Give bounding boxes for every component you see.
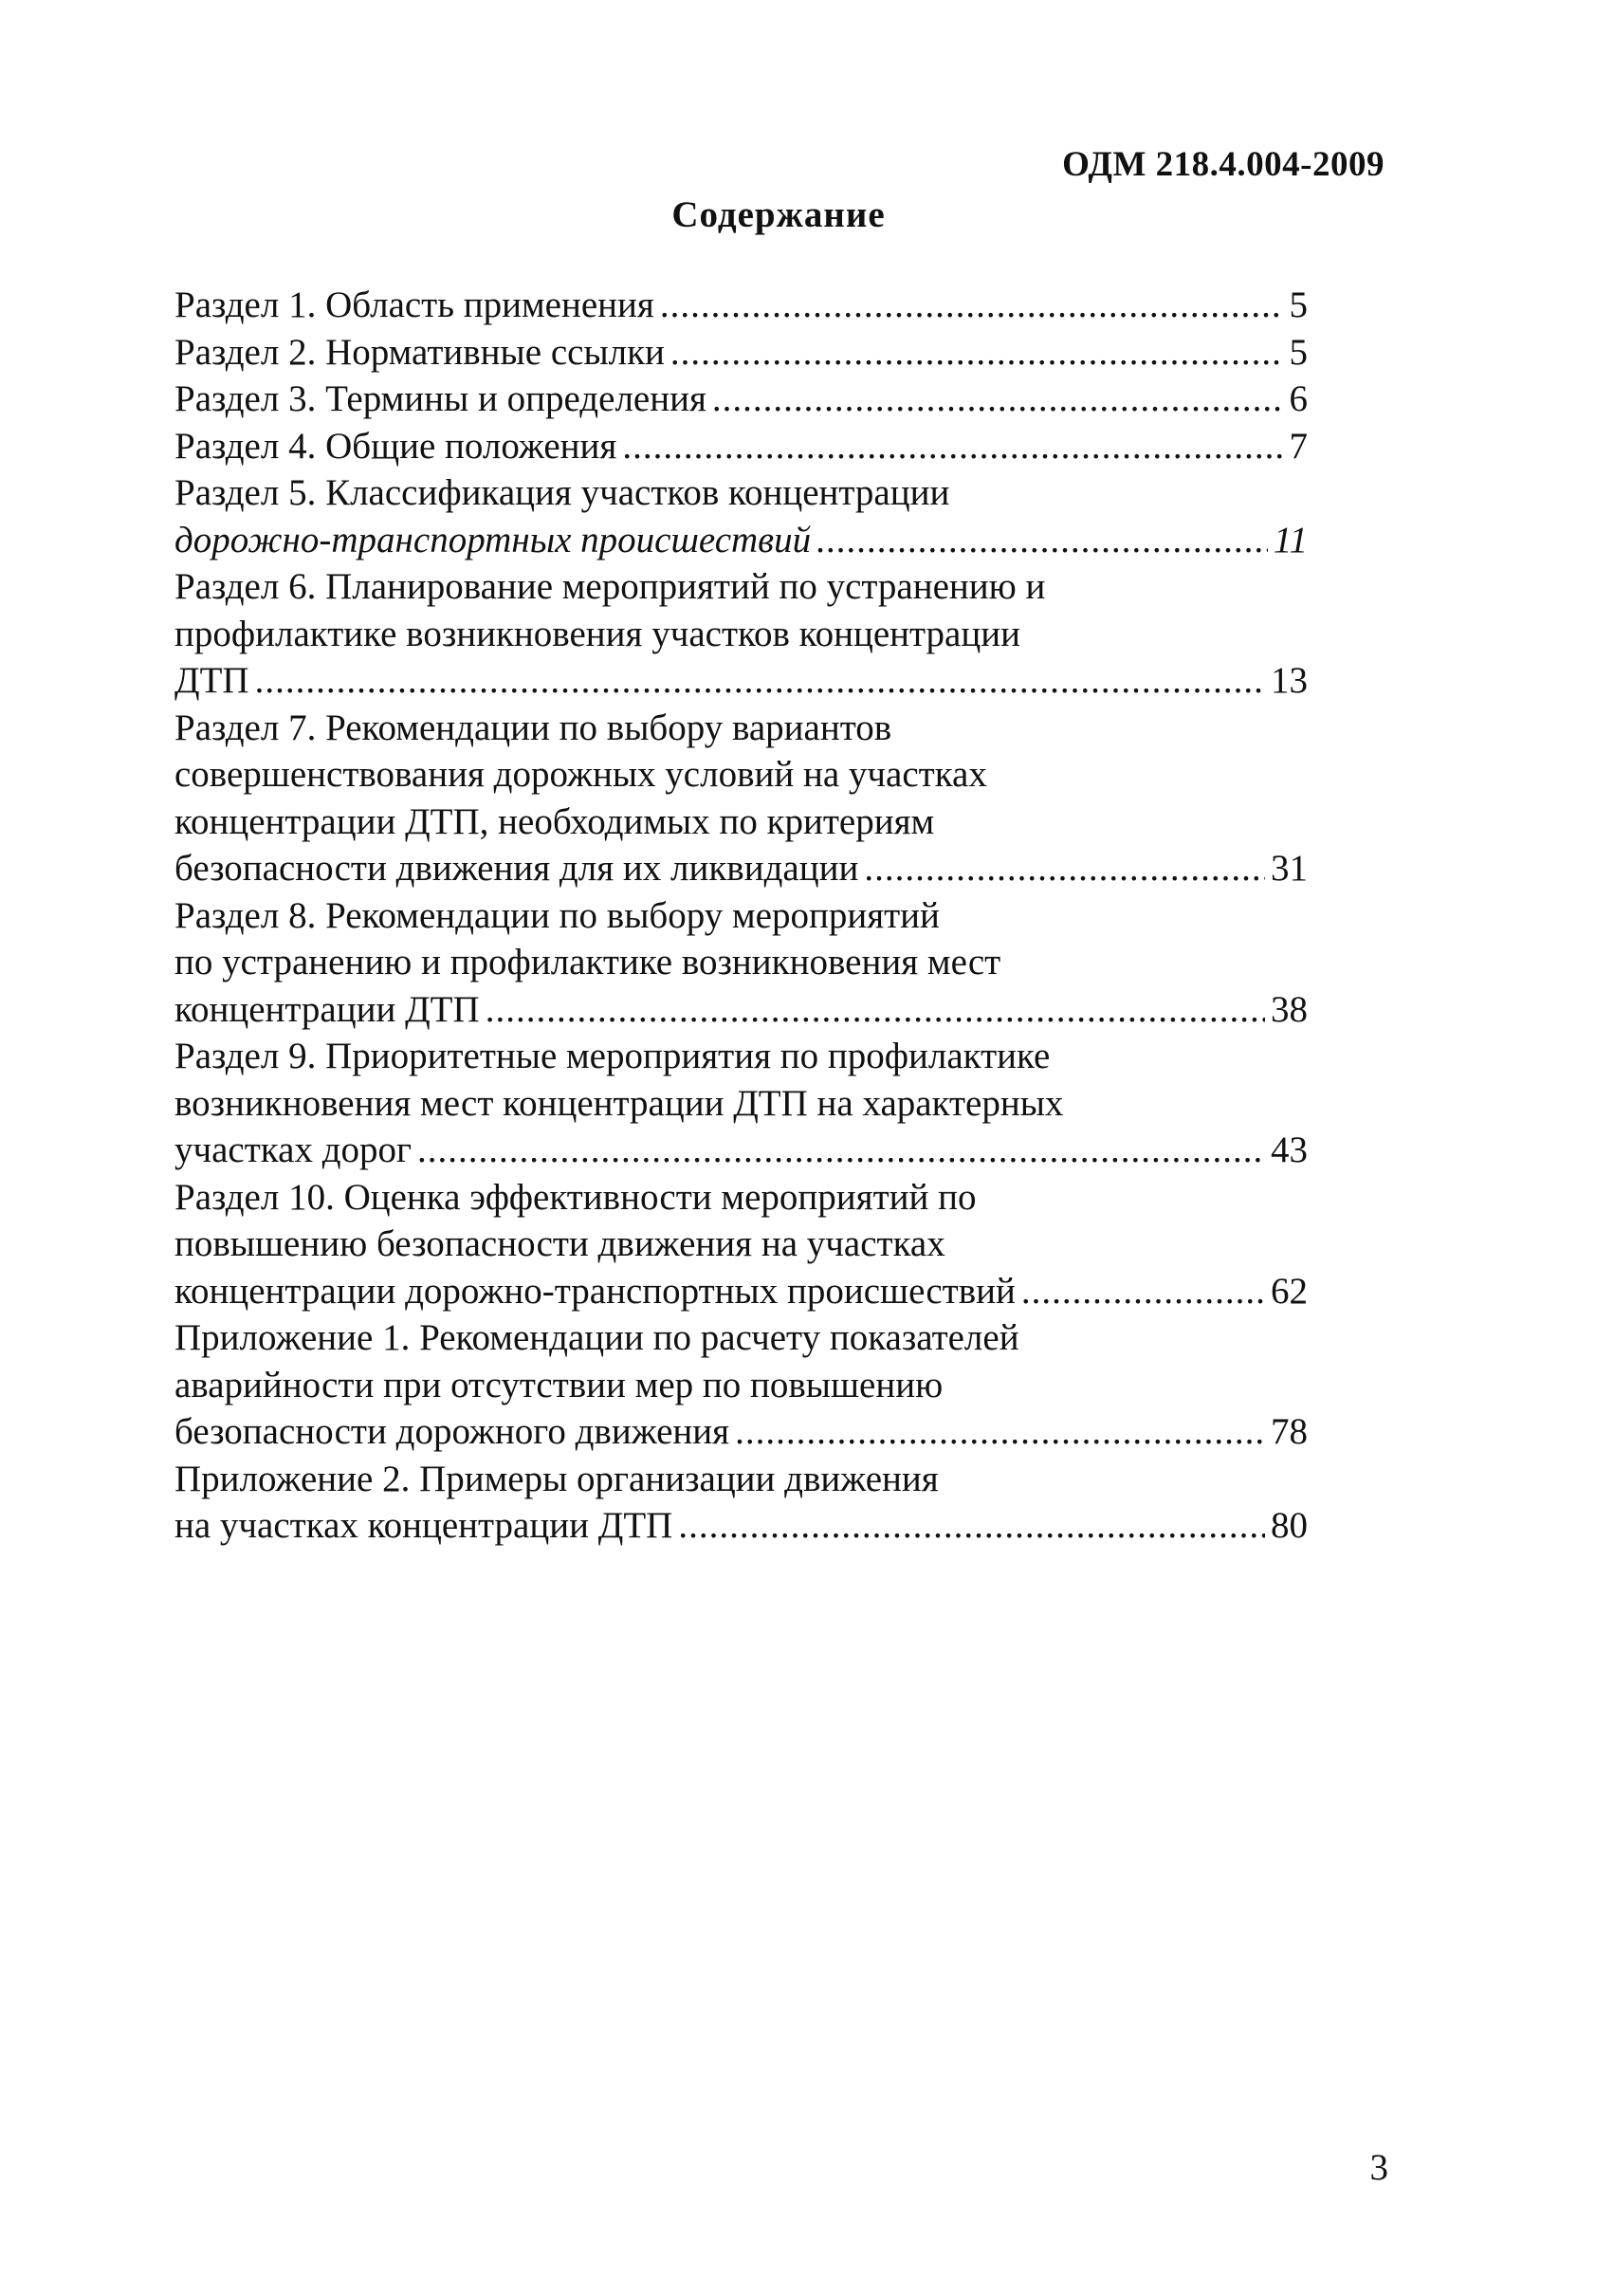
toc-entry-last-line bbox=[174, 423, 1308, 470]
toc-entry-last-line bbox=[174, 517, 1308, 564]
toc-entry-line: дорожно-транспортных происшествий bbox=[174, 519, 812, 560]
toc-entry-line: Раздел 2. Нормативные ссылки bbox=[174, 331, 665, 373]
toc-entry-last-line bbox=[174, 1268, 1308, 1315]
dot-leader bbox=[678, 1502, 1265, 1550]
toc-entry-line: концентрации ДТП, необходимых по критериям bbox=[174, 800, 935, 842]
toc-entry-line: участках дорог bbox=[174, 1130, 413, 1170]
dot-leader bbox=[486, 986, 1265, 1034]
toc-title: Содержание bbox=[671, 194, 886, 235]
toc-entry-line: безопасности движения для их ликвидации bbox=[174, 848, 859, 889]
toc-entry-line: по устранению и профилактике возникновения мест bbox=[174, 942, 1001, 983]
toc-entry-last-line bbox=[174, 1127, 1308, 1174]
toc-entry-page: 78 bbox=[1271, 1411, 1308, 1452]
toc-entry-line: Раздел 10. Оценка эффективности мероприятий по bbox=[174, 1176, 977, 1218]
toc-entry-line: Приложение 2. Примеры организации движения bbox=[174, 1458, 939, 1499]
toc-entry-page: 5 bbox=[1289, 285, 1308, 325]
toc-entry-page: 5 bbox=[1289, 331, 1308, 373]
toc-entry-line: повышению безопасности движения на участках bbox=[174, 1223, 945, 1264]
toc-entry-page: 6 bbox=[1289, 378, 1308, 419]
toc-entry-last-line bbox=[174, 1408, 1308, 1456]
dot-leader bbox=[622, 423, 1283, 470]
toc-entry-page: 31 bbox=[1271, 848, 1308, 889]
dot-leader bbox=[735, 1408, 1265, 1456]
toc-entry-line: Раздел 8. Рекомендации по выбору мероприятий bbox=[174, 894, 940, 936]
toc-entry-line: концентрации дорожно-транспортных происшествий bbox=[174, 1270, 1016, 1312]
toc-entry-line: совершенствования дорожных условий на участках bbox=[174, 754, 987, 795]
toc-entry-line: Раздел 9. Приоритетные мероприятия по профилактике bbox=[174, 1036, 1051, 1076]
toc-entry-line: безопасности дорожного движения bbox=[174, 1411, 730, 1452]
toc-entry[interactable] bbox=[174, 423, 1308, 470]
toc-entry-line: Приложение 1. Рекомендации по расчету показателей bbox=[174, 1317, 1019, 1358]
toc-entry[interactable] bbox=[174, 1314, 1308, 1456]
toc-entry[interactable] bbox=[174, 1456, 1308, 1550]
toc-entry-last-line bbox=[174, 282, 1308, 329]
dot-leader bbox=[670, 329, 1284, 377]
toc-entry[interactable] bbox=[174, 1174, 1308, 1315]
toc-entry[interactable] bbox=[174, 892, 1308, 1034]
toc-entry[interactable] bbox=[174, 1033, 1308, 1174]
toc-entry-line: возникновения мест концентрации ДТП на характерных bbox=[174, 1082, 1064, 1124]
toc-entry-page: 38 bbox=[1271, 988, 1308, 1030]
toc-entry-last-line bbox=[174, 329, 1308, 377]
toc-entry-line: Раздел 7. Рекомендации по выбору вариантов bbox=[174, 707, 892, 748]
toc-entry-line: ДТП bbox=[174, 660, 249, 701]
table-of-contents bbox=[174, 282, 1308, 1550]
toc-entry-line: на участках концентрации ДТП bbox=[174, 1505, 673, 1546]
toc-entry-page: 11 bbox=[1273, 519, 1308, 560]
dot-leader bbox=[1021, 1268, 1265, 1315]
toc-entry-last-line bbox=[174, 986, 1308, 1034]
toc-entry[interactable] bbox=[174, 705, 1308, 892]
toc-entry-line: концентрации ДТП bbox=[174, 988, 480, 1030]
dot-leader bbox=[816, 517, 1268, 564]
toc-entry-page: 43 bbox=[1271, 1130, 1308, 1170]
toc-entry-page: 7 bbox=[1289, 425, 1308, 467]
toc-entry-last-line bbox=[174, 657, 1308, 705]
dot-leader bbox=[255, 657, 1265, 705]
toc-entry-line: Раздел 5. Классификация участков концентрации bbox=[174, 472, 950, 513]
toc-entry-page: 13 bbox=[1271, 660, 1308, 701]
toc-entry[interactable] bbox=[174, 469, 1308, 563]
page-number: 3 bbox=[1369, 2147, 1388, 2188]
dot-leader bbox=[712, 376, 1284, 423]
document-code: ОДМ 218.4.004-2009 bbox=[1062, 145, 1385, 184]
toc-entry[interactable] bbox=[174, 563, 1308, 705]
toc-entry[interactable] bbox=[174, 376, 1308, 423]
dot-leader bbox=[417, 1127, 1265, 1174]
dot-leader bbox=[864, 845, 1265, 892]
toc-entry-last-line bbox=[174, 845, 1308, 892]
toc-entry-line: Раздел 4. Общие положения bbox=[174, 425, 617, 467]
toc-entry-page: 62 bbox=[1271, 1270, 1308, 1312]
toc-entry-line: аварийности при отсутствии мер по повышению bbox=[174, 1364, 944, 1405]
dot-leader bbox=[660, 282, 1284, 329]
toc-entry-line: Раздел 6. Планирование мероприятий по устранению и bbox=[174, 566, 1046, 607]
toc-entry[interactable] bbox=[174, 282, 1308, 329]
toc-entry-last-line bbox=[174, 376, 1308, 423]
toc-entry-line: Раздел 1. Область применения bbox=[174, 285, 654, 325]
toc-entry-line: профилактике возникновения участков концентрации bbox=[174, 613, 1020, 654]
toc-entry[interactable] bbox=[174, 329, 1308, 377]
toc-entry-last-line bbox=[174, 1502, 1308, 1550]
toc-entry-page: 80 bbox=[1271, 1505, 1308, 1546]
toc-entry-line: Раздел 3. Термины и определения bbox=[174, 378, 706, 419]
